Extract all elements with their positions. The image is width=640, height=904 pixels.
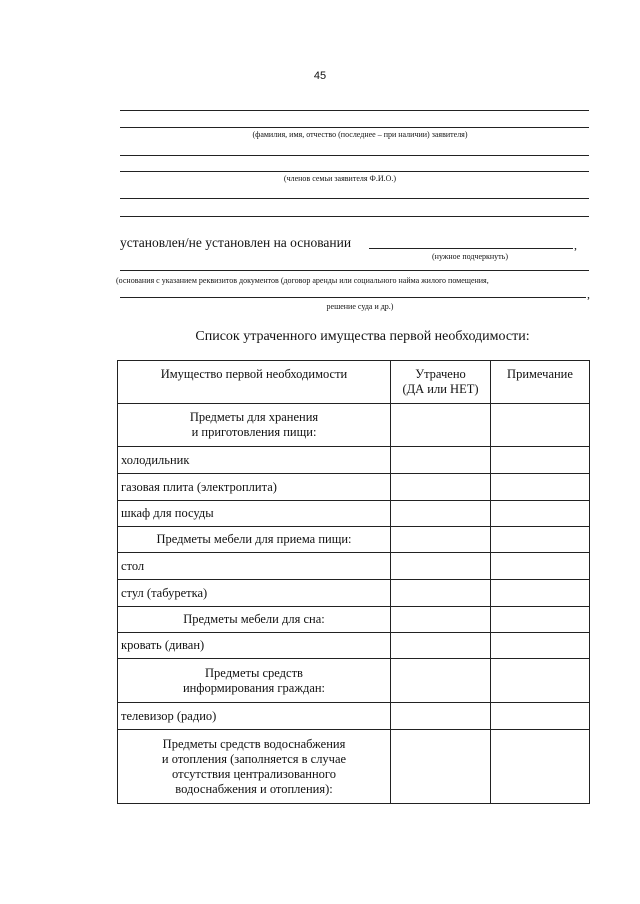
basis-label: установлен/не установлен на основании — [120, 235, 352, 250]
table-row — [118, 659, 590, 703]
cell-text: и отопления (заполняется в случае — [161, 751, 347, 766]
cell-text: Предметы средств — [205, 665, 303, 680]
note-cell[interactable] — [491, 447, 590, 474]
lost-cell[interactable] — [391, 659, 491, 703]
item-cell — [118, 474, 391, 501]
lost-cell[interactable] — [391, 703, 491, 730]
header-note: Примечание — [491, 361, 590, 404]
table-row — [118, 703, 590, 730]
note-cell[interactable] — [491, 553, 590, 580]
family-members-caption: (членов семьи заявителя Ф.И.О.) — [283, 174, 397, 183]
basis-docs-comma: , — [587, 287, 590, 301]
lost-cell[interactable] — [391, 474, 491, 501]
basis-input-line[interactable] — [369, 248, 573, 249]
basis-docs-line-1[interactable] — [120, 270, 589, 271]
lost-cell[interactable] — [391, 447, 491, 474]
note-cell[interactable] — [491, 633, 590, 659]
table-row — [118, 501, 590, 527]
property-table — [117, 360, 590, 804]
cell-text: холодильник — [121, 452, 190, 467]
cell-text: Предметы для хранения — [189, 410, 319, 424]
table-row — [118, 447, 590, 474]
cell-text: информирования граждан: — [182, 680, 326, 695]
cell-text: водоснабжения и отопления): — [175, 781, 333, 796]
item-cell — [118, 580, 391, 607]
table-row — [118, 404, 590, 447]
header-item: Имущество первой необходимости — [118, 361, 391, 404]
family-members-line-3[interactable] — [120, 216, 589, 217]
table-row — [118, 633, 590, 659]
basis-comma: , — [574, 238, 577, 252]
note-cell[interactable] — [491, 703, 590, 730]
table-row — [118, 553, 590, 580]
note-cell[interactable] — [491, 474, 590, 501]
cell-text: отсутствия централизованного — [172, 766, 336, 781]
category-cell — [118, 607, 391, 633]
basis-docs-caption-2: решение суда и др.) — [326, 302, 394, 311]
item-cell — [118, 703, 391, 730]
note-cell[interactable] — [491, 607, 590, 633]
applicant-name-caption: (фамилия, имя, отчество (последнее – при наличии) заявителя) — [252, 130, 468, 139]
item-cell — [118, 633, 391, 659]
header-lost: Утрачено (ДА или НЕТ) — [391, 361, 491, 404]
cell-text: и приготовления пищи: — [191, 425, 317, 439]
table-row — [118, 730, 590, 804]
lost-cell[interactable] — [391, 607, 491, 633]
basis-docs-line-2[interactable] — [120, 297, 586, 298]
cell-text: Предметы мебели для сна: — [183, 612, 325, 626]
underline-hint-caption: (нужное подчеркнуть) — [432, 252, 508, 261]
cell-text: Предметы средств водоснабжения — [162, 736, 346, 751]
lost-cell[interactable] — [391, 404, 491, 447]
family-members-line-1[interactable] — [120, 171, 589, 172]
category-cell — [118, 730, 391, 804]
table-row — [118, 580, 590, 607]
lost-cell[interactable] — [391, 553, 491, 580]
family-members-line-2[interactable] — [120, 198, 589, 199]
lost-cell[interactable] — [391, 633, 491, 659]
category-cell — [118, 527, 391, 553]
applicant-name-line-2[interactable] — [120, 127, 589, 128]
lost-cell[interactable] — [391, 501, 491, 527]
cell-text: телевизор (радио) — [121, 708, 217, 723]
category-cell — [118, 404, 391, 447]
cell-text: газовая плита (электроплита) — [121, 479, 277, 494]
lost-cell[interactable] — [391, 730, 491, 804]
table-row — [118, 474, 590, 501]
list-title: Список утраченного имущества первой необходимости: — [195, 329, 530, 344]
table-row — [118, 607, 590, 633]
note-cell[interactable] — [491, 580, 590, 607]
cell-text: стул (табуретка) — [121, 585, 208, 600]
cell-text: Предметы мебели для приема пищи: — [156, 532, 352, 546]
applicant-name-line-3[interactable] — [120, 155, 589, 156]
table-row — [118, 527, 590, 553]
item-cell — [118, 553, 391, 580]
basis-docs-caption-1: (основания с указанием реквизитов документов (договор аренды или социального найма жилого помещения, — [116, 276, 489, 285]
cell-text: шкаф для посуды — [121, 506, 214, 520]
note-cell[interactable] — [491, 404, 590, 447]
note-cell[interactable] — [491, 659, 590, 703]
cell-text: стол — [121, 558, 145, 573]
note-cell[interactable] — [491, 730, 590, 804]
lost-cell[interactable] — [391, 580, 491, 607]
applicant-name-line-1[interactable] — [120, 110, 589, 111]
lost-cell[interactable] — [391, 527, 491, 553]
item-cell — [118, 501, 391, 527]
page-number: 45 — [313, 70, 327, 82]
category-cell — [118, 659, 391, 703]
cell-text: кровать (диван) — [121, 638, 205, 652]
item-cell — [118, 447, 391, 474]
note-cell[interactable] — [491, 501, 590, 527]
note-cell[interactable] — [491, 527, 590, 553]
